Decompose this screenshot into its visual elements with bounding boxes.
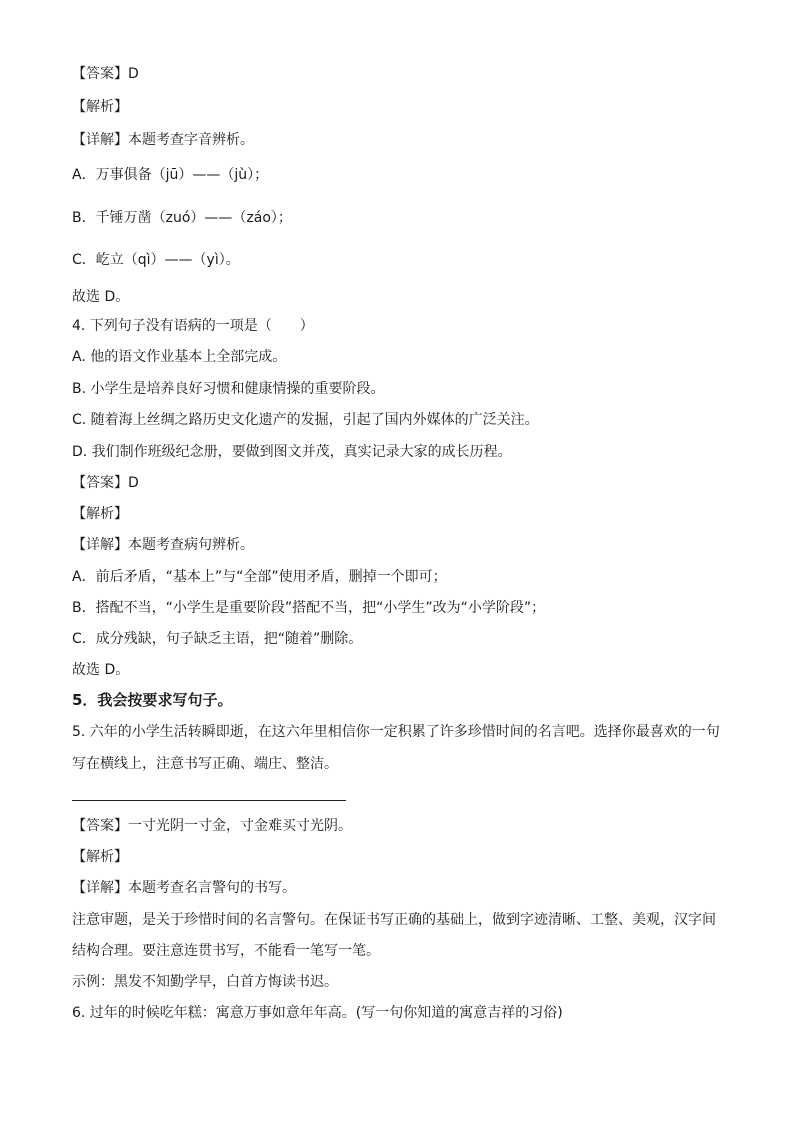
q4-conclusion: 故选 D。 [72, 662, 130, 678]
answer-tag: 【答案】 [72, 475, 128, 491]
answer-blank-line [72, 800, 346, 801]
q3-answer [72, 64, 139, 84]
section-heading: 5．我会按要求写句子。 [72, 691, 233, 709]
q4-line-b: B．搭配不当，“小学生是重要阶段”搭配不当，把“小学生”改为“小学阶段”； [72, 600, 546, 616]
q3-line-b: B．千锤万凿（zuó）——（záo）； [72, 210, 292, 226]
detail-text: 本题考查病句辨析。 [128, 537, 254, 553]
q3-line-c: C．屹立（qì）——（yì）。 [72, 252, 240, 268]
q4-option-b: B. 小学生是培养良好习惯和健康情操的重要阶段。 [72, 381, 385, 397]
q4-option-d: D. 我们制作班级纪念册，要做到图文并茂，真实记录大家的成长历程。 [72, 444, 512, 460]
q5-stem-line1: 5. 六年的小学生活转瞬即逝，在这六年里相信你一定积累了许多珍惜时间的名言吧。选择你最喜欢的一句 [72, 724, 720, 740]
detail-text: 本题考查名言警句的书写。 [128, 880, 296, 896]
q5-example: 示例：黑发不知勤学早，白首方悔读书迟。 [72, 974, 338, 990]
answer-tag: 【答案】 [72, 818, 128, 834]
q4-line-c: C．成分残缺，句子缺乏主语，把“随着”删除。 [72, 631, 363, 647]
q3-conclusion: 故选 D。 [72, 289, 130, 305]
detail-tag: 【详解】 [72, 132, 128, 148]
q4-option-a: A. 他的语文作业基本上全部完成。 [72, 349, 287, 365]
q5-answer [72, 816, 352, 836]
q5-stem-line2: 写在横线上，注意书写正确、端庄、整洁。 [72, 756, 338, 772]
q4-detail [72, 535, 254, 555]
q4-option-c: C. 随着海上丝绸之路历史文化遗产的发掘，引起了国内外媒体的广泛关注。 [72, 412, 539, 428]
answer-value: D [128, 66, 139, 82]
q5-detail [72, 878, 296, 898]
detail-tag: 【详解】 [72, 537, 128, 553]
q4-stem: 4. 下列句子没有语病的一项是（ ） [72, 318, 314, 334]
q3-analysis-tag: 【解析】 [72, 99, 128, 115]
q5-para-line2: 结构合理。要注意连贯书写，不能看一笔写一笔。 [72, 943, 380, 959]
q4-line-a: A．前后矛盾，“基本上”与“全部”使用矛盾，删掉一个即可； [72, 569, 447, 585]
answer-tag: 【答案】 [72, 66, 128, 82]
q5-analysis-tag: 【解析】 [72, 849, 128, 865]
q6-stem: 6. 过年的时候吃年糕：寓意万事如意年年高。(写一句你知道的寓意吉祥的习俗) [72, 1005, 563, 1021]
detail-text: 本题考查字音辨析。 [128, 132, 254, 148]
detail-tag: 【详解】 [72, 880, 128, 896]
q4-analysis-tag: 【解析】 [72, 506, 128, 522]
answer-value: D [128, 475, 139, 491]
q3-line-a: A．万事俱备（jū）——（jù）； [72, 167, 269, 183]
answer-value: 一寸光阴一寸金，寸金难买寸光阴。 [128, 818, 352, 834]
q3-detail [72, 130, 254, 150]
q4-answer [72, 473, 139, 493]
q5-para-line1: 注意审题，是关于珍惜时间的名言警句。在保证书写正确的基础上，做到字迹清晰、工整、美观，汉字间 [72, 912, 716, 928]
